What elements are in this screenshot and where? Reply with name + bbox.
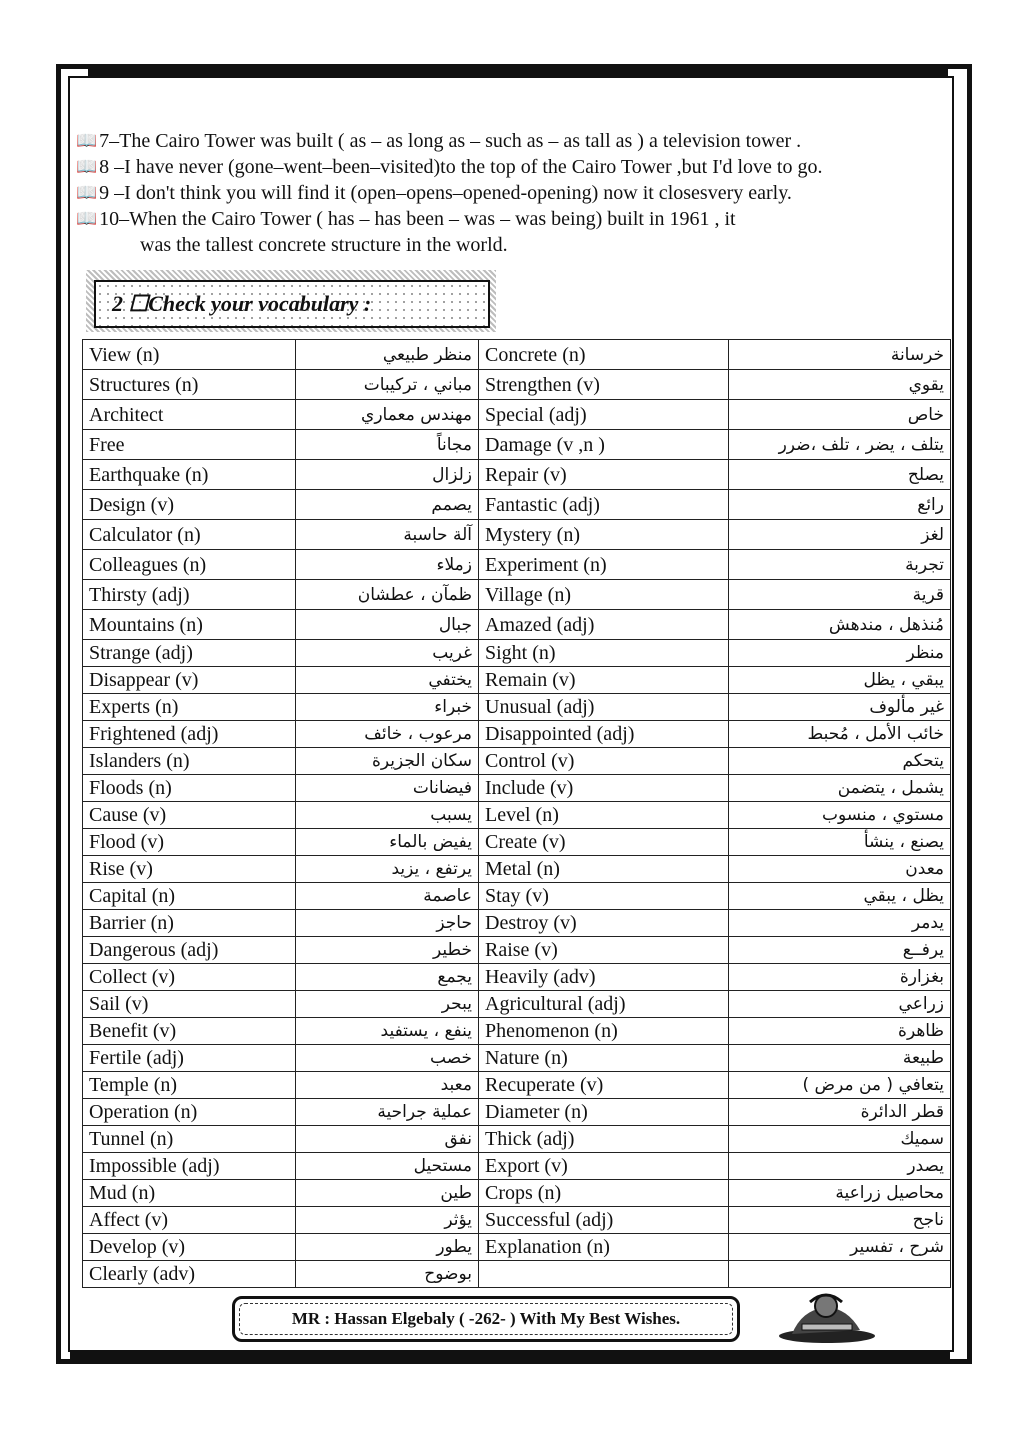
english-word: Control (v) <box>479 748 729 775</box>
english-word: Thick (adj) <box>479 1126 729 1153</box>
english-word: Thirsty (adj) <box>83 580 296 610</box>
mascot-icon <box>772 1290 882 1346</box>
questions-list <box>76 128 966 258</box>
arabic-meaning: ناجح <box>729 1207 951 1234</box>
footer-text: MR : Hassan Elgebaly ( -262- ) With My Best Wishes. <box>239 1303 733 1335</box>
table-row <box>83 610 951 640</box>
section-header-inner <box>94 280 490 328</box>
arabic-meaning: يجمع <box>296 964 479 991</box>
arabic-meaning: خاص <box>729 400 951 430</box>
book-icon: 📖 <box>76 209 98 228</box>
arabic-meaning: سميك <box>729 1126 951 1153</box>
table-row <box>83 1153 951 1180</box>
arabic-meaning: يختفي <box>296 667 479 694</box>
arabic-meaning: يظل ، يبقي <box>729 883 951 910</box>
english-word: Amazed (adj) <box>479 610 729 640</box>
table-row <box>83 580 951 610</box>
english-word: Successful (adj) <box>479 1207 729 1234</box>
arabic-meaning: يتعافي ( من مرض ) <box>729 1072 951 1099</box>
english-word: Phenomenon (n) <box>479 1018 729 1045</box>
arabic-meaning: بوضوح <box>296 1261 479 1288</box>
arabic-meaning: عاصمة <box>296 883 479 910</box>
table-row <box>83 667 951 694</box>
arabic-meaning: خطير <box>296 937 479 964</box>
table-row <box>83 937 951 964</box>
table-row <box>83 520 951 550</box>
question-continuation <box>76 232 966 258</box>
arabic-meaning: شرح ، تفسير <box>729 1234 951 1261</box>
arabic-meaning: زلزال <box>296 460 479 490</box>
arabic-meaning: يتلف ، يضر ، تلف ،ضرر <box>729 430 951 460</box>
arabic-meaning: سكان الجزيرة <box>296 748 479 775</box>
section-header <box>86 270 496 332</box>
arabic-meaning: رائع <box>729 490 951 520</box>
english-word: Create (v) <box>479 829 729 856</box>
arabic-meaning: نفق <box>296 1126 479 1153</box>
arabic-meaning <box>729 1261 951 1288</box>
english-word <box>479 1261 729 1288</box>
arabic-meaning: جبال <box>296 610 479 640</box>
question-text: 10–When the Cairo Tower ( has – has been – was – was being) built in 1961 , it <box>99 208 736 230</box>
arabic-meaning: يتحكم <box>729 748 951 775</box>
arabic-meaning: خصب <box>296 1045 479 1072</box>
arabic-meaning: مباني ، تركيبات <box>296 370 479 400</box>
english-word: Diameter (n) <box>479 1099 729 1126</box>
english-word: Experiment (n) <box>479 550 729 580</box>
arabic-meaning: قطر الدائرة <box>729 1099 951 1126</box>
english-word: Collect (v) <box>83 964 296 991</box>
book-icon: 📖 <box>76 157 98 176</box>
english-word: Remain (v) <box>479 667 729 694</box>
english-word: Fantastic (adj) <box>479 490 729 520</box>
english-word: Develop (v) <box>83 1234 296 1261</box>
bottom-border-bar <box>70 1350 950 1364</box>
vocabulary-table <box>82 339 951 1288</box>
table-row <box>83 694 951 721</box>
table-row <box>83 802 951 829</box>
table-row <box>83 856 951 883</box>
arabic-meaning: ينفع ، يستفيد <box>296 1018 479 1045</box>
table-row <box>83 1126 951 1153</box>
english-word: Floods (n) <box>83 775 296 802</box>
english-word: Sail (v) <box>83 991 296 1018</box>
arabic-meaning: زملاء <box>296 550 479 580</box>
table-row <box>83 340 951 370</box>
english-word: Sight (n) <box>479 640 729 667</box>
english-word: Disappear (v) <box>83 667 296 694</box>
arabic-meaning: يصمم <box>296 490 479 520</box>
english-word: Strengthen (v) <box>479 370 729 400</box>
arabic-meaning: يطور <box>296 1234 479 1261</box>
arabic-meaning: عملية جراحية <box>296 1099 479 1126</box>
arabic-meaning: طين <box>296 1180 479 1207</box>
english-word: Crops (n) <box>479 1180 729 1207</box>
question-item <box>76 180 966 206</box>
english-word: Barrier (n) <box>83 910 296 937</box>
table-row <box>83 829 951 856</box>
footer-box <box>232 1296 740 1342</box>
arabic-meaning: حاجز <box>296 910 479 937</box>
english-word: Flood (v) <box>83 829 296 856</box>
arabic-meaning: مرعوب ، خائف <box>296 721 479 748</box>
vocabulary-table-body <box>83 340 951 1288</box>
table-row <box>83 1261 951 1288</box>
english-word: Free <box>83 430 296 460</box>
english-word: Dangerous (adj) <box>83 937 296 964</box>
english-word: Damage (v ,n ) <box>479 430 729 460</box>
table-row <box>83 550 951 580</box>
table-row <box>83 883 951 910</box>
book-icon: 📖 <box>76 131 98 150</box>
arabic-meaning: لغز <box>729 520 951 550</box>
english-word: Cause (v) <box>83 802 296 829</box>
arabic-meaning: يرفــع <box>729 937 951 964</box>
arabic-meaning: يشمل ، يتضمن <box>729 775 951 802</box>
english-word: Explanation (n) <box>479 1234 729 1261</box>
english-word: Nature (n) <box>479 1045 729 1072</box>
english-word: Fertile (adj) <box>83 1045 296 1072</box>
question-text: 7–The Cairo Tower was built ( as – as long as – such as – as tall as ) a television tower . <box>99 130 802 152</box>
question-text: 8 –I have never (gone–went–been–visited)to the top of the Cairo Tower ,but I'd love to go. <box>99 156 823 178</box>
english-word: Affect (v) <box>83 1207 296 1234</box>
english-word: Clearly (adv) <box>83 1261 296 1288</box>
table-row <box>83 1018 951 1045</box>
english-word: Heavily (adv) <box>479 964 729 991</box>
arabic-meaning: معدن <box>729 856 951 883</box>
english-word: Export (v) <box>479 1153 729 1180</box>
arabic-meaning: تجربة <box>729 550 951 580</box>
question-item <box>76 206 966 232</box>
english-word: Village (n) <box>479 580 729 610</box>
english-word: Benefit (v) <box>83 1018 296 1045</box>
arabic-meaning: خبراء <box>296 694 479 721</box>
english-word: Include (v) <box>479 775 729 802</box>
english-word: Design (v) <box>83 490 296 520</box>
arabic-meaning: غير مألوف <box>729 694 951 721</box>
top-border-bar <box>88 64 948 76</box>
english-word: Capital (n) <box>83 883 296 910</box>
english-word: Architect <box>83 400 296 430</box>
question-item <box>76 154 966 180</box>
arabic-meaning: آلة حاسبة <box>296 520 479 550</box>
arabic-meaning: خائب الأمل ، مُحبط <box>729 721 951 748</box>
table-row <box>83 460 951 490</box>
question-text: 9 –I don't think you will find it (open–opens–opened-opening) now it closesvery early. <box>99 182 792 204</box>
table-row <box>83 430 951 460</box>
english-word: Repair (v) <box>479 460 729 490</box>
english-word: Tunnel (n) <box>83 1126 296 1153</box>
english-word: Recuperate (v) <box>479 1072 729 1099</box>
table-row <box>83 370 951 400</box>
question-text: was the tallest concrete structure in the world. <box>140 234 508 256</box>
table-row <box>83 775 951 802</box>
arabic-meaning: يؤثر <box>296 1207 479 1234</box>
table-row <box>83 1180 951 1207</box>
english-word: Destroy (v) <box>479 910 729 937</box>
english-word: Disappointed (adj) <box>479 721 729 748</box>
arabic-meaning: ظاهرة <box>729 1018 951 1045</box>
table-row <box>83 748 951 775</box>
arabic-meaning: طبيعة <box>729 1045 951 1072</box>
english-word: Raise (v) <box>479 937 729 964</box>
arabic-meaning: مجاناً <box>296 430 479 460</box>
english-word: Colleagues (n) <box>83 550 296 580</box>
english-word: Operation (n) <box>83 1099 296 1126</box>
arabic-meaning: يفيض بالماء <box>296 829 479 856</box>
table-row <box>83 964 951 991</box>
english-word: Rise (v) <box>83 856 296 883</box>
english-word: Stay (v) <box>479 883 729 910</box>
english-word: Experts (n) <box>83 694 296 721</box>
english-word: Impossible (adj) <box>83 1153 296 1180</box>
arabic-meaning: معبد <box>296 1072 479 1099</box>
table-row <box>83 1099 951 1126</box>
arabic-meaning: زراعي <box>729 991 951 1018</box>
table-row <box>83 1234 951 1261</box>
english-word: View (n) <box>83 340 296 370</box>
english-word: Special (adj) <box>479 400 729 430</box>
arabic-meaning: يصنع ، ينشأ <box>729 829 951 856</box>
arabic-meaning: يبحر <box>296 991 479 1018</box>
arabic-meaning: مستحيل <box>296 1153 479 1180</box>
arabic-meaning: مُنذهل ، مندهش <box>729 610 951 640</box>
english-word: Temple (n) <box>83 1072 296 1099</box>
english-word: Concrete (n) <box>479 340 729 370</box>
arabic-meaning: محاصيل زراعية <box>729 1180 951 1207</box>
english-word: Level (n) <box>479 802 729 829</box>
arabic-meaning: مستوي ، منسوب <box>729 802 951 829</box>
arabic-meaning: يسبب <box>296 802 479 829</box>
arabic-meaning: فيضانات <box>296 775 479 802</box>
english-word: Unusual (adj) <box>479 694 729 721</box>
arabic-meaning: يرتفع ، يزيد <box>296 856 479 883</box>
table-row <box>83 910 951 937</box>
table-row <box>83 400 951 430</box>
english-word: Mud (n) <box>83 1180 296 1207</box>
english-word: Metal (n) <box>479 856 729 883</box>
english-word: Earthquake (n) <box>83 460 296 490</box>
table-row <box>83 991 951 1018</box>
english-word: Frightened (adj) <box>83 721 296 748</box>
arabic-meaning: غريب <box>296 640 479 667</box>
english-word: Islanders (n) <box>83 748 296 775</box>
table-row <box>83 721 951 748</box>
arabic-meaning: يصلح <box>729 460 951 490</box>
table-row <box>83 1207 951 1234</box>
arabic-meaning: يدمر <box>729 910 951 937</box>
arabic-meaning: منظر طبيعي <box>296 340 479 370</box>
table-row <box>83 1045 951 1072</box>
arabic-meaning: يبقي ، يظل <box>729 667 951 694</box>
question-item <box>76 128 966 154</box>
table-row <box>83 1072 951 1099</box>
arabic-meaning: يقوي <box>729 370 951 400</box>
section-title: 2 ☐Check your vocabulary : <box>112 291 372 316</box>
arabic-meaning: مهندس معماري <box>296 400 479 430</box>
arabic-meaning: ظمآن ، عطشان <box>296 580 479 610</box>
book-icon: 📖 <box>76 183 98 202</box>
english-word: Structures (n) <box>83 370 296 400</box>
table-row <box>83 640 951 667</box>
arabic-meaning: يصدر <box>729 1153 951 1180</box>
english-word: Strange (adj) <box>83 640 296 667</box>
english-word: Mystery (n) <box>479 520 729 550</box>
english-word: Calculator (n) <box>83 520 296 550</box>
arabic-meaning: منظر <box>729 640 951 667</box>
arabic-meaning: قرية <box>729 580 951 610</box>
english-word: Mountains (n) <box>83 610 296 640</box>
arabic-meaning: خرسانة <box>729 340 951 370</box>
english-word: Agricultural (adj) <box>479 991 729 1018</box>
arabic-meaning: بغزارة <box>729 964 951 991</box>
table-row <box>83 490 951 520</box>
